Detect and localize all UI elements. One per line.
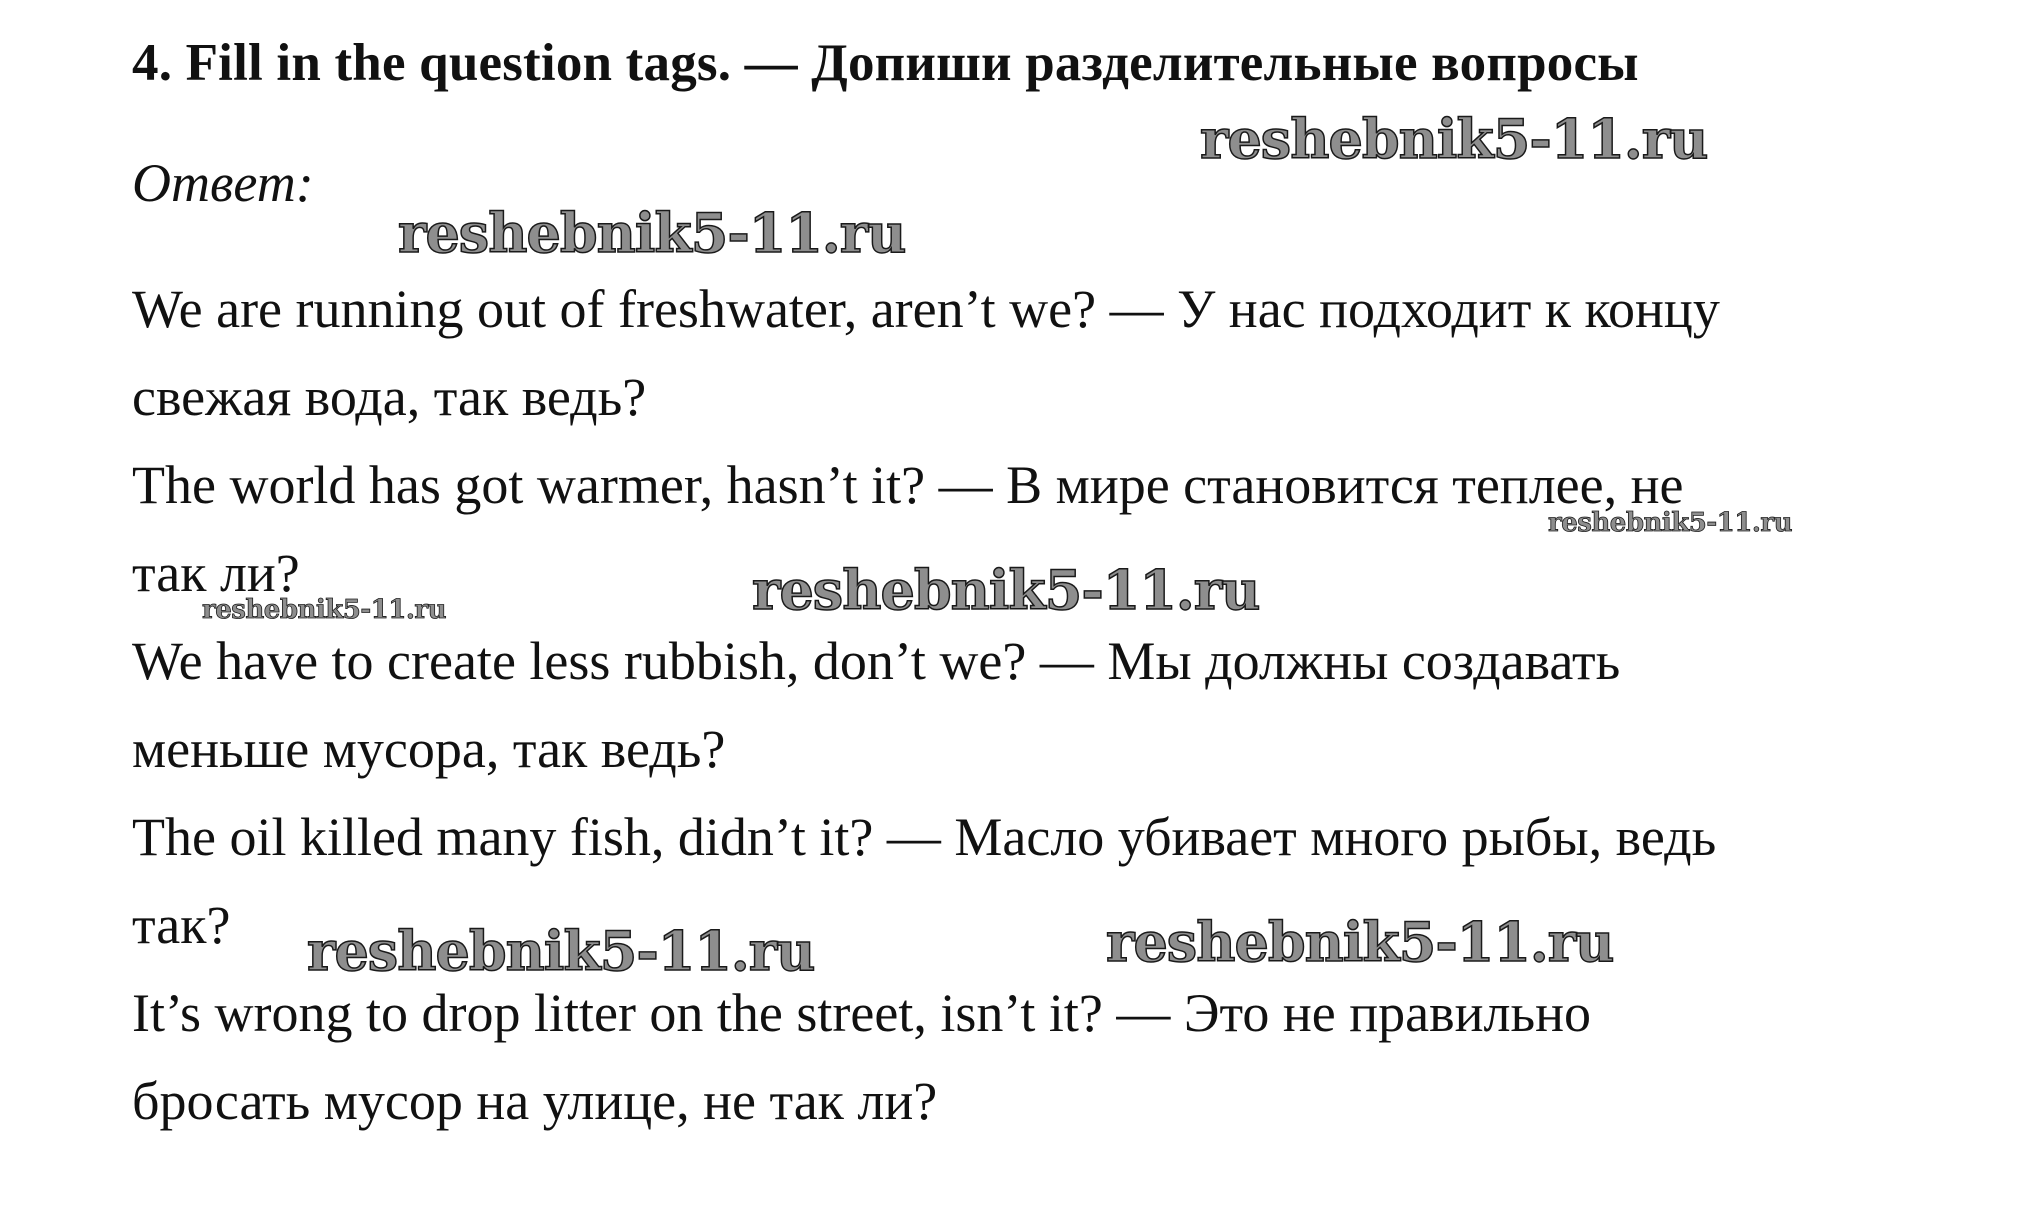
- watermark-5: reshebnik5-11.ru: [752, 558, 1260, 622]
- watermark-3: reshebnik5-11.ru: [1548, 508, 1793, 538]
- answer-item-1-line-1: We are running out of freshwater, aren’t we? — У нас подходит к концу: [132, 279, 1720, 339]
- answer-item-1-line-2: свежая вода, так ведь?: [132, 367, 647, 427]
- watermark-7: reshebnik5-11.ru: [1106, 910, 1614, 974]
- watermark-1: reshebnik5-11.ru: [1200, 107, 1708, 171]
- answer-item-2-line-2: так ли?: [132, 543, 300, 603]
- answer-item-3: [132, 617, 1932, 793]
- answer-label: Ответ:: [132, 153, 314, 213]
- answer-item-5: [132, 969, 1932, 1145]
- answer-item-1: [132, 265, 1932, 441]
- answer-list: [132, 265, 1932, 1145]
- answer-item-5-line-2: бросать мусор на улице, не так ли?: [132, 1071, 938, 1131]
- answer-item-3-line-2: меньше мусора, так ведь?: [132, 719, 726, 779]
- answer-item-5-line-1: It’s wrong to drop litter on the street, isn’t it? — Это не правильно: [132, 983, 1591, 1043]
- answer-item-2-line-1: The world has got warmer, hasn’t it? — В мире становится теплее, не: [132, 455, 1684, 515]
- answer-item-3-line-1: We have to create less rubbish, don’t we? — Мы должны создавать: [132, 631, 1621, 691]
- answer-item-4-line-2: так?: [132, 895, 231, 955]
- exercise-heading: 4. Fill in the question tags. — Допиши разделительные вопросы: [132, 34, 1639, 92]
- watermark-2: reshebnik5-11.ru: [398, 201, 906, 265]
- watermark-6: reshebnik5-11.ru: [307, 919, 815, 983]
- answer-item-4-line-1: The oil killed many fish, didn’t it? — Масло убивает много рыбы, ведь: [132, 807, 1717, 867]
- watermark-4: reshebnik5-11.ru: [202, 595, 447, 625]
